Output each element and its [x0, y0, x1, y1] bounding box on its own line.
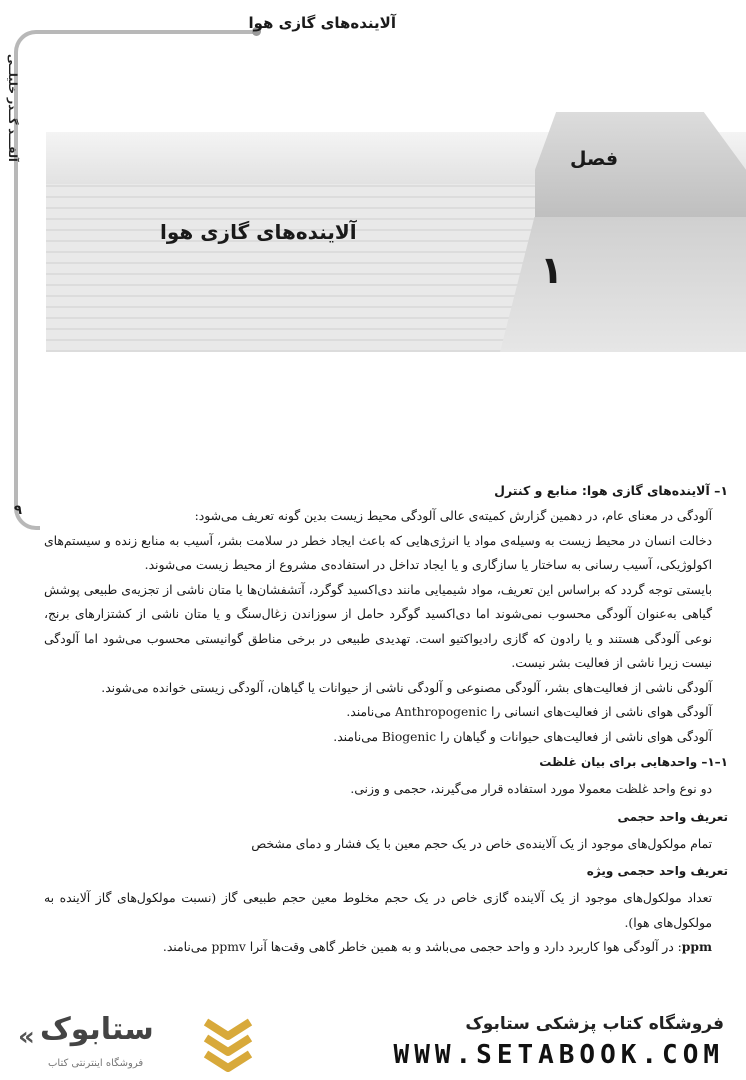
side-author-name: آلفـــد گــدر خلیلــی — [6, 54, 19, 162]
page-number: ۹ — [14, 503, 22, 518]
header-rule — [36, 30, 258, 34]
paragraph: آلودگی هوای ناشی از فعالیت‌های حیوانات و گیاهان را Biogenic می‌نامند. — [333, 729, 712, 744]
paragraph: دخالت انسان در محیط زیست به وسیله‌ی مواد یا انرژی‌هایی که باعث ایجاد خطر در سلامت بشر، آسیب به منابع زنده و سیستم‌های اکولوژیکی، آسیب رسانی به ساختار یا سازگاری و یا ایجاد تداخل در استفاده‌ی مشروع از محیط زیست می‌شوند. — [44, 533, 712, 572]
subsection-heading: ۱–۱– واحدهایی برای بیان غلظت — [539, 755, 728, 769]
running-title: آلاینده‌های گازی هوا — [248, 14, 396, 32]
paragraph: دو نوع واحد غلظت معمولا مورد استفاده قرار می‌گیرند، حجمی و وزنی. — [350, 782, 712, 796]
logo-chevron-icon — [198, 1014, 258, 1072]
logo-tagline: فروشگاه اینترنتی کتاب — [48, 1058, 144, 1069]
definition-heading: تعریف واحد حجمی — [617, 809, 728, 824]
chapter-tab — [535, 112, 746, 217]
section-heading: ۱– آلاینده‌های گازی هوا: منابع و کنترل — [494, 483, 728, 498]
chapter-title: آلاینده‌های گازی هوا — [160, 220, 357, 244]
ppm-label: ppm — [681, 939, 712, 954]
ppm-paragraph — [44, 935, 728, 960]
chapter-wedge — [500, 217, 746, 352]
paragraph: تعداد مولکول‌های موجود از یک آلاینده گازی خاص در یک حجم مخلوط معین حجم طبیعی گاز (نسبت مولکول‌های گاز آلاینده به مولکول‌های هوا). — [44, 891, 712, 930]
paragraph: آلودگی ناشی از فعالیت‌های بشر، آلودگی مصنوعی و آلودگی ناشی از حیوانات یا گیاهان، آلودگی زیستی خوانده می‌شوند. — [101, 680, 712, 695]
definition-heading: تعریف واحد حجمی ویژه — [586, 864, 728, 878]
page-content — [44, 483, 728, 960]
paragraph: بایستی توجه گردد که براساس این تعریف، مواد شیمیایی مانند دی‌اکسید گوگرد، آتشفشان‌ها یا متان ناشی از تجزیه‌ی طبیعی پوشش گیاهی به‌عنوان آلودگی محسوب نمی‌شوند اما دی‌اکسید گوگرد حامل از سوزاندن زغال‌سنگ و یا متان ناشی از کشتزارهای برنج، نوعی آلودگی هستند و یا رادون که گازی رادیواکتیو است. تهدیدی طبیعی در برخی مناطق گوانیستی محسوب می‌شود اما آلودگی نیست زیرا ناشی از فعالیت بشر نیست. — [44, 582, 712, 670]
ppm-text: : در آلودگی هوا کاربرد دارد و واحد حجمی می‌باشد و به همین خاطر گاهی وقت‌ها آنرا ppmv می‌نامند. — [162, 940, 682, 954]
paragraph: آلودگی در معنای عام، در دهمین گزارش کمیته‌ی عالی آلودگی محیط زیست بدین گونه تعریف می‌شود: — [194, 509, 712, 523]
logo-arrows-icon: « — [18, 1022, 35, 1052]
logo-wordmark: ستابوک — [40, 1012, 154, 1047]
shop-name: فروشگاه کتاب پزشکی ستابوک — [465, 1014, 724, 1034]
paragraph: آلودگی هوای ناشی از فعالیت‌های انسانی را Anthropogenic می‌نامند. — [346, 705, 712, 719]
paragraph: تمام مولکول‌های موجود از یک آلاینده‌ی خاص در یک حجم معین با یک فشار و دمای مشخص — [251, 836, 712, 851]
chapter-number: ۱ — [540, 248, 564, 292]
chapter-label: فصل — [570, 148, 619, 170]
shop-url[interactable]: WWW.SETABOOK.COM — [393, 1040, 724, 1070]
